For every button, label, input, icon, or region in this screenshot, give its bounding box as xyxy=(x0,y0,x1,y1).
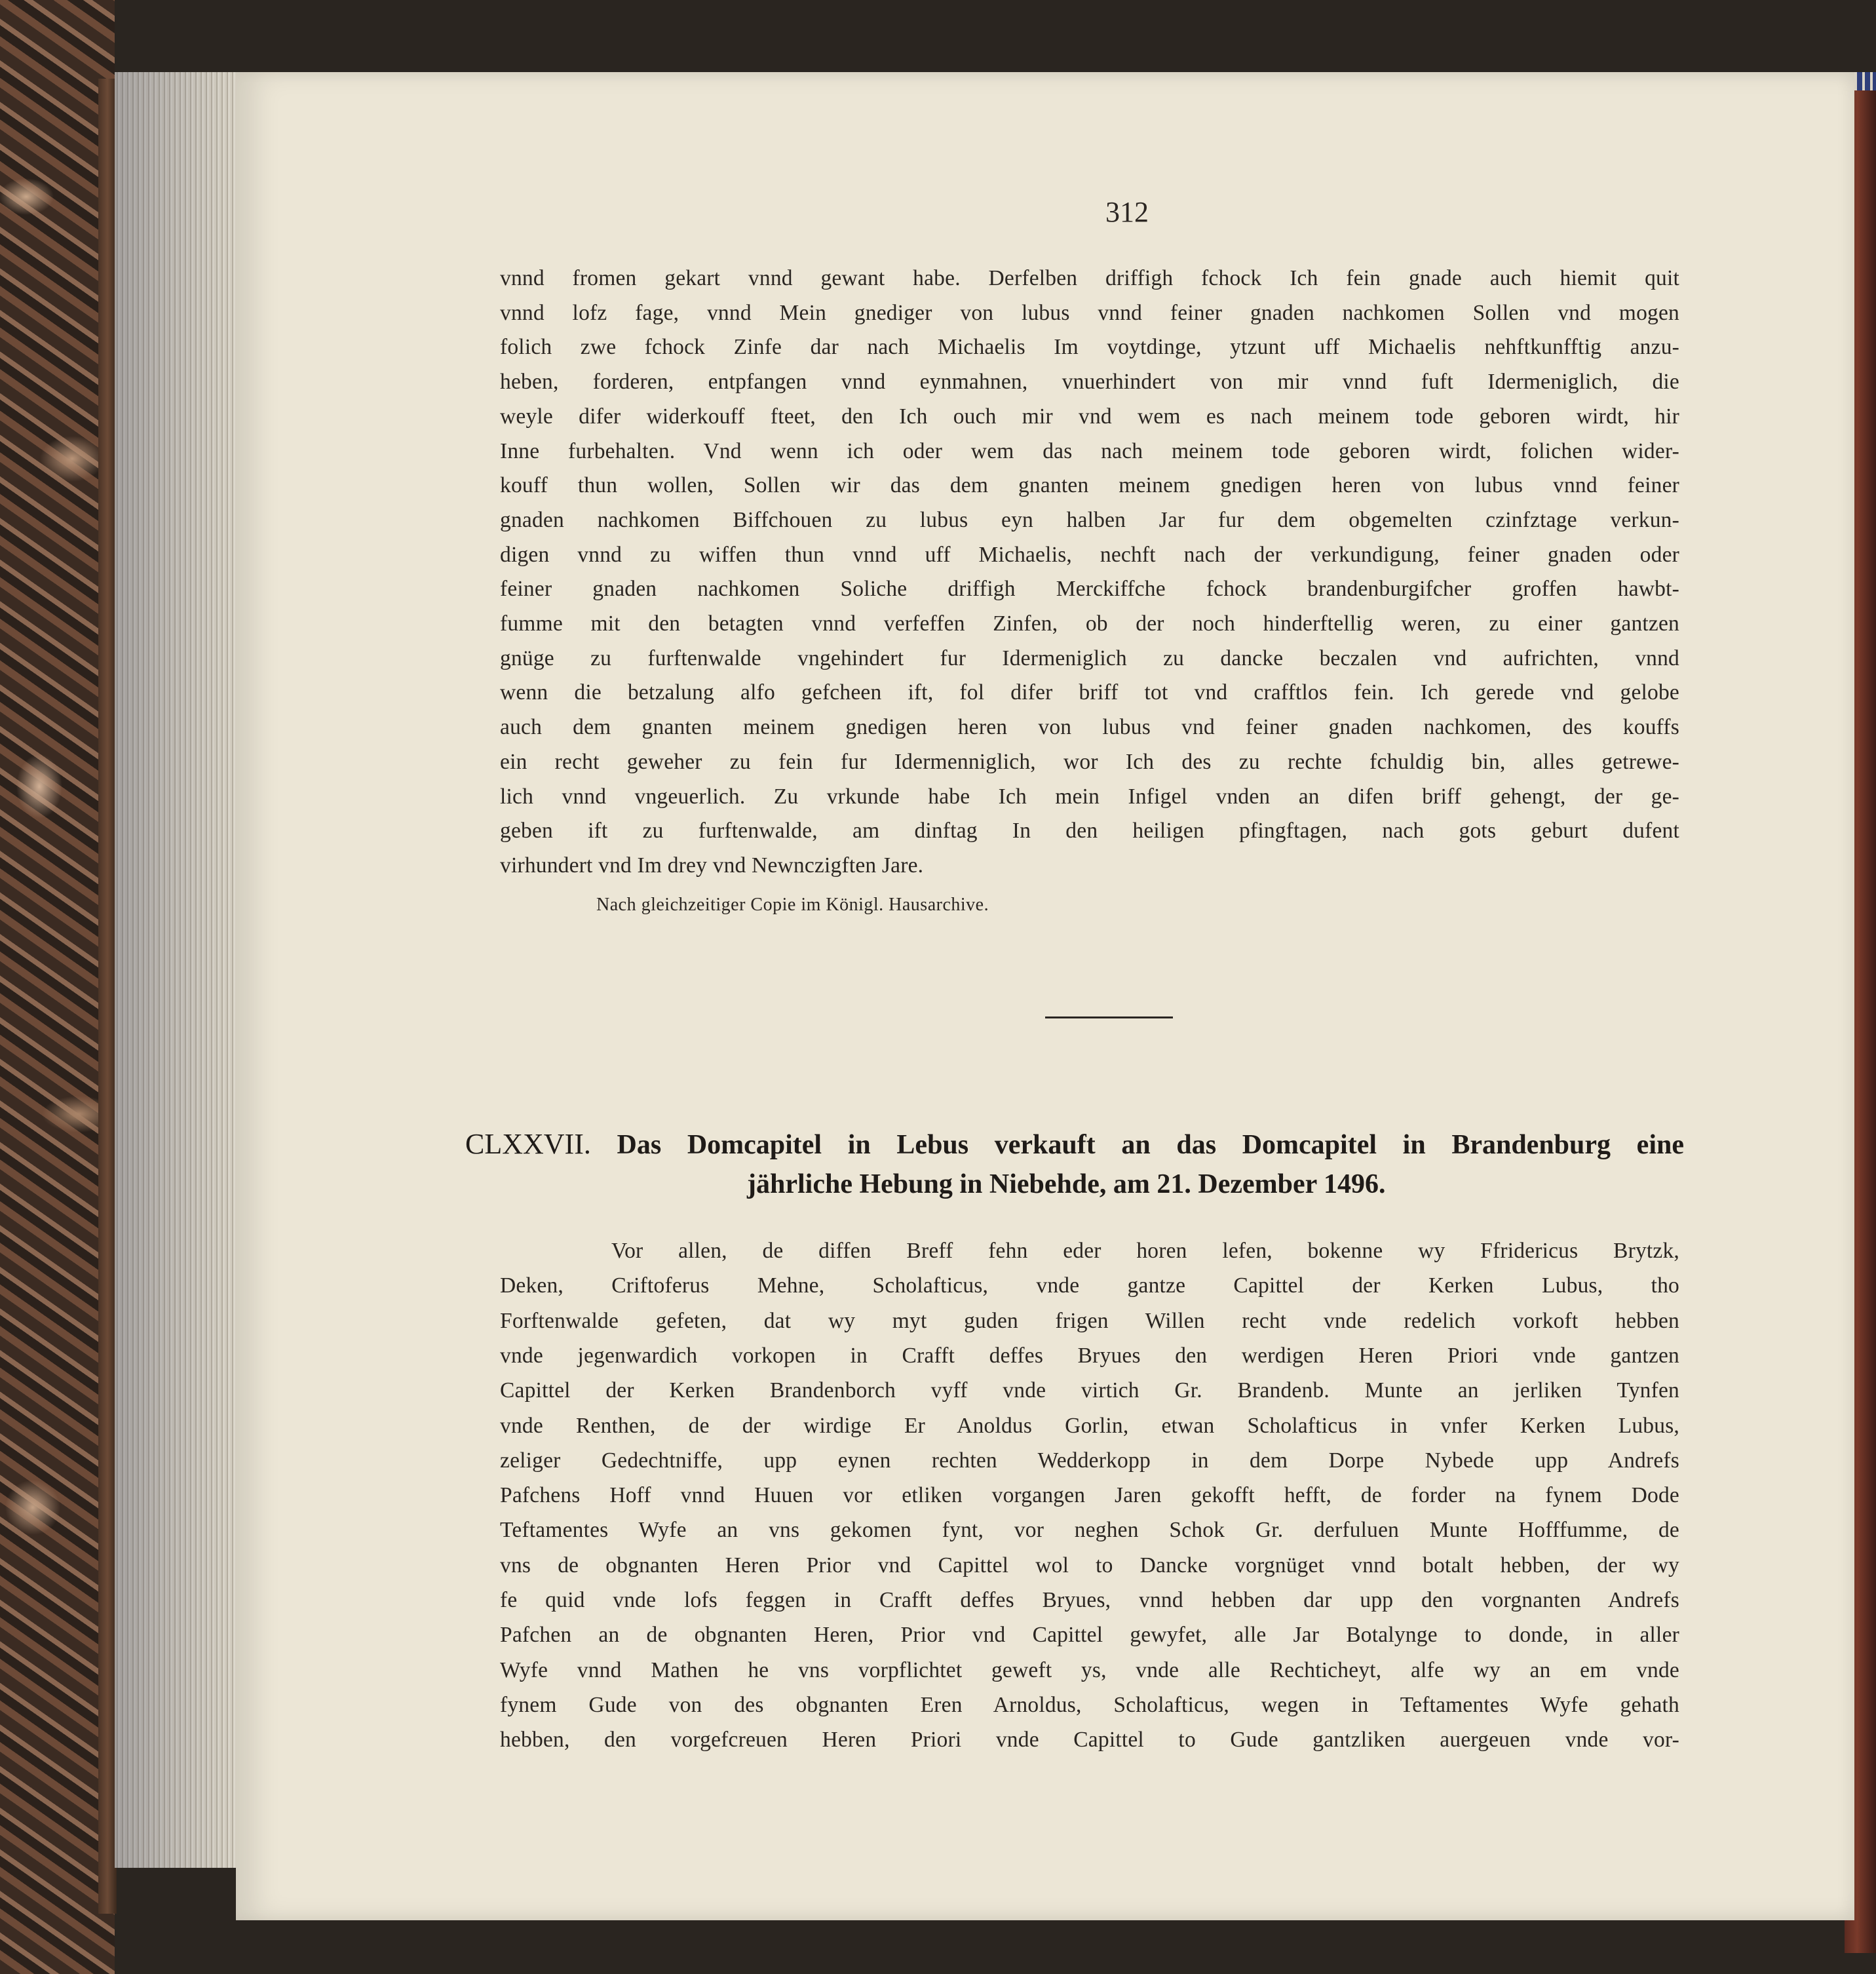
text-line: ein recht geweher zu fein fur Idermenniglich, wor Ich des zu rechte fchuldig bin, alles getrewe- xyxy=(500,749,1679,774)
text-line: weyle difer widerkouff fteet, den Ich ouch mir vnd wem es nach meinem tode geboren wirdt, hir xyxy=(500,404,1679,429)
text-line: Pafchens Hoff vnnd Huuen vor etliken vorgangen Jaren gekofft hefft, de forder na fynem Dode xyxy=(500,1483,1679,1508)
text-line: Pafchen an de obgnanten Heren, Prior vnd Capittel gewyfet, alle Jar Botalynge to donde, in aller xyxy=(500,1623,1679,1648)
text-line: zeliger Gedechtniffe, upp eynen rechten Wedderkopp in dem Dorpe Nybede upp Andrefs xyxy=(500,1448,1679,1473)
text-line: fynem Gude von des obgnanten Eren Arnoldus, Scholafticus, wegen in Teftamentes Wyfe gehath xyxy=(500,1692,1679,1717)
section-title-line-2: jährliche Hebung in Niebehde, am 21. Dezember 1496. xyxy=(747,1169,1386,1199)
text-line: wenn die betzalung alfo gefcheen ift, fol difer briff tot vnd crafftlos fein. Ich gerede vnd gelobe xyxy=(500,680,1679,705)
section-heading-line-1 xyxy=(465,1127,1684,1161)
text-line: Capittel der Kerken Brandenborch vyff vnde virtich Gr. Brandenb. Munte an jerliken Tynfen xyxy=(500,1378,1679,1403)
text-line: heben, forderen, entpfangen vnnd eynmahnen, vnuerhindert von mir vnnd fuft Idermeniglich, die xyxy=(500,370,1679,395)
text-line: Deken, Criftoferus Mehne, Scholafticus, vnde gantze Capittel der Kerken Lubus, tho xyxy=(500,1273,1679,1298)
text-line: folich zwe fchock Zinfe dar nach Michaelis Im voytdinge, ytzunt uff Michaelis nehftkunfftig anzu- xyxy=(500,335,1679,360)
section-title-line-1: Das Domcapitel in Lebus verkauft an das Domcapitel in Brandenburg eine xyxy=(617,1130,1684,1160)
text-line: gnaden nachkomen Biffchouen zu lubus eyn halben Jar fur dem obgemelten czinfztage verkun- xyxy=(500,507,1679,532)
text-line: gnüge zu furftenwalde vngehindert fur Idermeniglich zu dancke beczalen vnd aufrichten, vnnd xyxy=(500,646,1679,670)
text-line: virhundert vnd Im drey vnd Newnczigften Jare. xyxy=(500,853,924,878)
section-divider xyxy=(1045,1016,1173,1018)
text-line: vns de obgnanten Heren Prior vnd Capittel wol to Dancke vorgnüget vnnd botalt hebben, der wy xyxy=(500,1553,1679,1577)
text-line: Inne furbehalten. Vnd wenn ich oder wem das nach meinem tode geboren wirdt, folichen wider- xyxy=(500,438,1679,463)
text-line: vnde Renthen, de der wirdige Er Anoldus Gorlin, etwan Scholafticus in vnfer Kerken Lubus, xyxy=(500,1413,1679,1438)
text-line: vnde jegenwardich vorkopen in Crafft deffes Bryues den werdigen Heren Priori vnde gantzen xyxy=(500,1343,1679,1368)
text-line: Wyfe vnnd Mathen he vns vorpflichtet geweft ys, vnde alle Rechticheyt, alfe wy an em vnde xyxy=(500,1657,1679,1682)
text-line: vnnd fromen gekart vnnd gewant habe. Derfelben driffigh fchock Ich fein gnade auch hiemit quit xyxy=(500,266,1679,290)
text-line: fe quid vnde lofs feggen in Crafft deffes Bryues, vnnd hebben dar upp den vorgnanten Andrefs xyxy=(500,1588,1679,1612)
text-line: lich vnnd vngeuerlich. Zu vrkunde habe Ich mein Infigel vnden an difen briff gehengt, der ge- xyxy=(500,784,1679,809)
text-line: geben ift zu furftenwalde, am dinftag In den heiligen pfingftagen, nach gots geburt dufent xyxy=(500,819,1679,843)
text-line: Forftenwalde gefeten, dat wy myt guden frigen Willen recht vnde redelich vorkoft hebben xyxy=(500,1308,1679,1333)
text-line: vnnd lofz fage, vnnd Mein gnediger von lubus vnnd feiner gnaden nachkomen Sollen vnd mogen xyxy=(500,300,1679,325)
text-line: hebben, den vorgefcreuen Heren Priori vnde Capittel to Gude gantzliken auergeuen vnde vor- xyxy=(500,1728,1679,1752)
text-line: digen vnnd zu wiffen thun vnnd uff Michaelis, nechft nach der verkundigung, feiner gnaden oder xyxy=(500,542,1679,567)
text-line: feiner gnaden nachkomen Soliche driffigh Merckiffche fchock brandenburgifcher groffen hawbt- xyxy=(500,577,1679,602)
page-number: 312 xyxy=(1105,196,1149,228)
text-line: fumme mit den betagten vnnd verfeffen Zinfen, ob der noch hinderftellig weren, zu einer gantzen xyxy=(500,611,1679,636)
source-note: Nach gleichzeitiger Copie im Königl. Hausarchive. xyxy=(596,895,989,915)
marbled-cover xyxy=(0,0,115,1974)
text-line: Teftamentes Wyfe an vns gekomen fynt, vor neghen Schok Gr. derfuluen Munte Hofffumme, de xyxy=(500,1518,1679,1543)
page-stack-edge xyxy=(115,72,246,1868)
text-line: Vor allen, de diffen Breff fehn eder horen lefen, bokenne wy Ffridericus Brytzk, xyxy=(611,1239,1679,1263)
section-number: CLXXVII. xyxy=(465,1128,591,1160)
cover-spine-edge xyxy=(98,79,117,1914)
text-line: kouff thun wollen, Sollen wir das dem gnanten meinem gnedigen heren von lubus vnnd feiner xyxy=(500,473,1679,498)
text-line: auch dem gnanten meinem gnedigen heren von lubus vnd feiner gnaden nachkomen, des kouffs xyxy=(500,715,1679,740)
